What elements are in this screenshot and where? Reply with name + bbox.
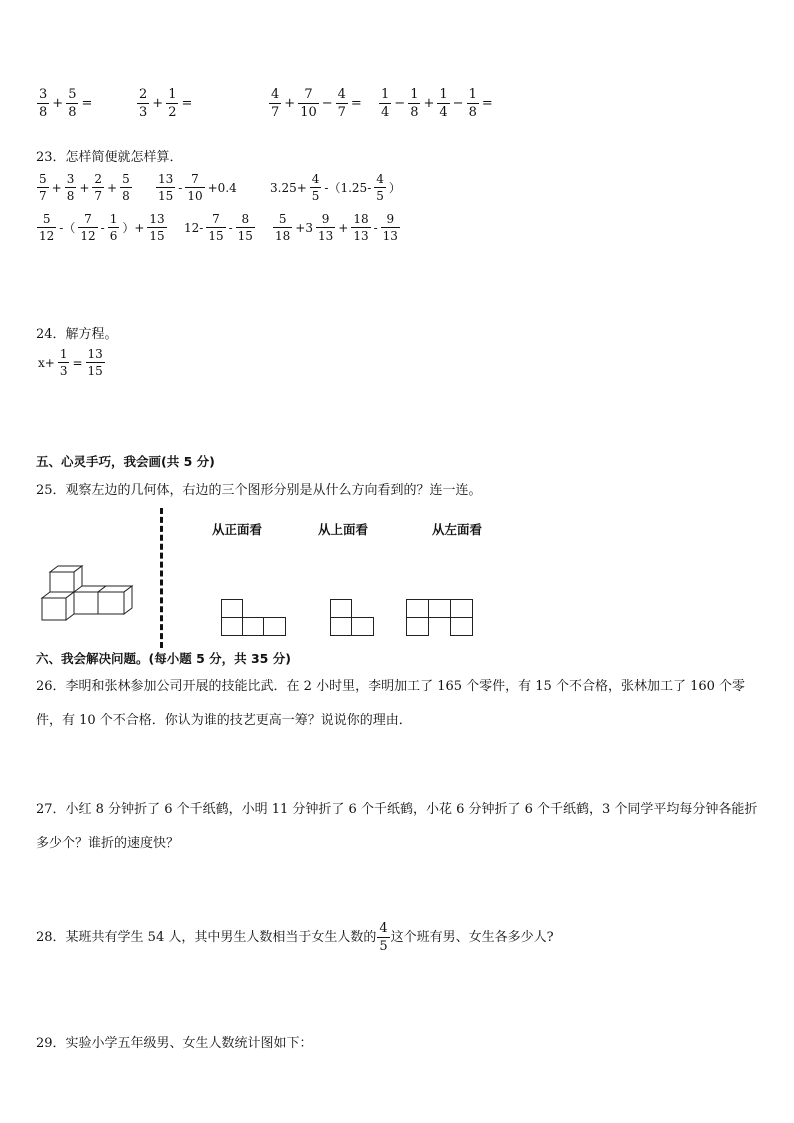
q23-expr-d: $\frac{5}{12}$ -（ $\frac{7}{12}$ - $\frac{1}{6}$ ）+ $\frac{13}{15}$ bbox=[39, 212, 165, 243]
question-24-title: 24．解方程。 bbox=[36, 327, 118, 342]
question-25-title: 25．观察左边的几何体，右边的三个图形分别是从什么方向看到的？连一连。 bbox=[36, 483, 482, 498]
calc-row1-expr2: $\frac{2}{3}$ + $\frac{1}{2}$ = bbox=[139, 87, 193, 120]
question-27-text: 27．小红 8 分钟折了 6 个千纸鹤，小明 11 分钟折了 6 个千纸鹤，小花 6 分钟折了 6 个千纸鹤，3 个同学平均每分钟各能折多少个？谁折的速度快？ bbox=[36, 802, 758, 851]
q23-expr-f: $\frac{5}{18}$ +3 $\frac{9}{13}$ + $\frac{18}{13}$ - $\frac{9}{13}$ bbox=[275, 212, 398, 243]
fraction: $\frac{1}{4}$ bbox=[439, 87, 448, 120]
view-square bbox=[221, 617, 243, 636]
view-square bbox=[242, 617, 264, 636]
fraction: $\frac{1}{8}$ bbox=[410, 87, 419, 120]
fraction: $\frac{1}{8}$ bbox=[468, 87, 477, 120]
view-square bbox=[221, 599, 243, 618]
q23-expr-e: 12- $\frac{7}{15}$ - $\frac{8}{15}$ bbox=[184, 212, 253, 243]
view-square bbox=[330, 617, 352, 636]
view-square bbox=[428, 599, 451, 618]
fraction: $\frac{4}{7}$ bbox=[271, 87, 280, 120]
fraction: $\frac{2}{3}$ bbox=[139, 87, 148, 120]
view-square bbox=[263, 617, 286, 636]
view-square bbox=[406, 617, 429, 636]
question-29-text: 29．实验小学五年级男、女生人数统计图如下： bbox=[36, 1036, 313, 1051]
dashed-divider bbox=[160, 508, 163, 648]
q23-expr-c: 3.25+ $\frac{4}{5}$ -（1.25- $\frac{4}{5}$ ） bbox=[270, 172, 401, 203]
cube-solid-figure bbox=[40, 562, 140, 624]
calc-row1-expr3: $\frac{4}{7}$ + $\frac{7}{10}$ − $\frac{4}{7}$ = bbox=[271, 87, 362, 120]
section-6-heading: 六、我会解决问题。(每小题 5 分，共 35 分) bbox=[36, 651, 291, 666]
q23-expr-b: $\frac{13}{15}$ - $\frac{7}{10}$ +0.4 bbox=[158, 172, 237, 203]
fraction: $\frac{1}{2}$ bbox=[168, 87, 177, 120]
view-square bbox=[351, 617, 374, 636]
question-23-title: 23．怎样简便就怎样算． bbox=[36, 150, 183, 165]
q23-expr-a: $\frac{5}{7}$ + $\frac{3}{8}$ + $\frac{2}{7}$ + $\frac{5}{8}$ bbox=[39, 172, 130, 203]
view-label-left: 从左面看 bbox=[432, 522, 483, 537]
q24-equation: x+ $\frac{1}{3}$ = $\frac{13}{15}$ bbox=[38, 347, 103, 378]
fraction: $\frac{4}{5}$ bbox=[379, 921, 388, 954]
fraction: $\frac{7}{10}$ bbox=[300, 87, 317, 120]
view-square bbox=[330, 599, 352, 618]
fraction: $\frac{4}{7}$ bbox=[337, 87, 346, 120]
fraction: $\frac{3}{8}$ bbox=[39, 87, 48, 120]
fraction: $\frac{5}{8}$ bbox=[68, 87, 77, 120]
question-26-text: 26．李明和张林参加公司开展的技能比武．在 2 小时里，李明加工了 165 个零件，有 15 个不合格，张林加工了 160 个零件，有 10 个不合格．你认为谁的技艺更高一筹？说说你的理由． bbox=[36, 679, 746, 728]
section-5-heading: 五、心灵手巧，我会画(共 5 分) bbox=[36, 454, 215, 469]
view-square bbox=[450, 599, 473, 618]
question-28-text: 28．某班共有学生 54 人，其中男生人数相当于女生人数的 $\frac{4}{5}$ 这个班有男、女生各多少人? bbox=[36, 921, 554, 954]
view-label-top: 从上面看 bbox=[318, 522, 369, 537]
view-square bbox=[450, 617, 473, 636]
view-label-front: 从正面看 bbox=[212, 522, 263, 537]
view-square bbox=[406, 599, 429, 618]
calc-row1-expr4: $\frac{1}{4}$ − $\frac{1}{8}$ + $\frac{1}{4}$ − $\frac{1}{8}$ = bbox=[381, 87, 493, 120]
calc-row1-expr1: $\frac{3}{8}$ + $\frac{5}{8}$ = bbox=[39, 87, 93, 120]
fraction: $\frac{1}{4}$ bbox=[381, 87, 390, 120]
